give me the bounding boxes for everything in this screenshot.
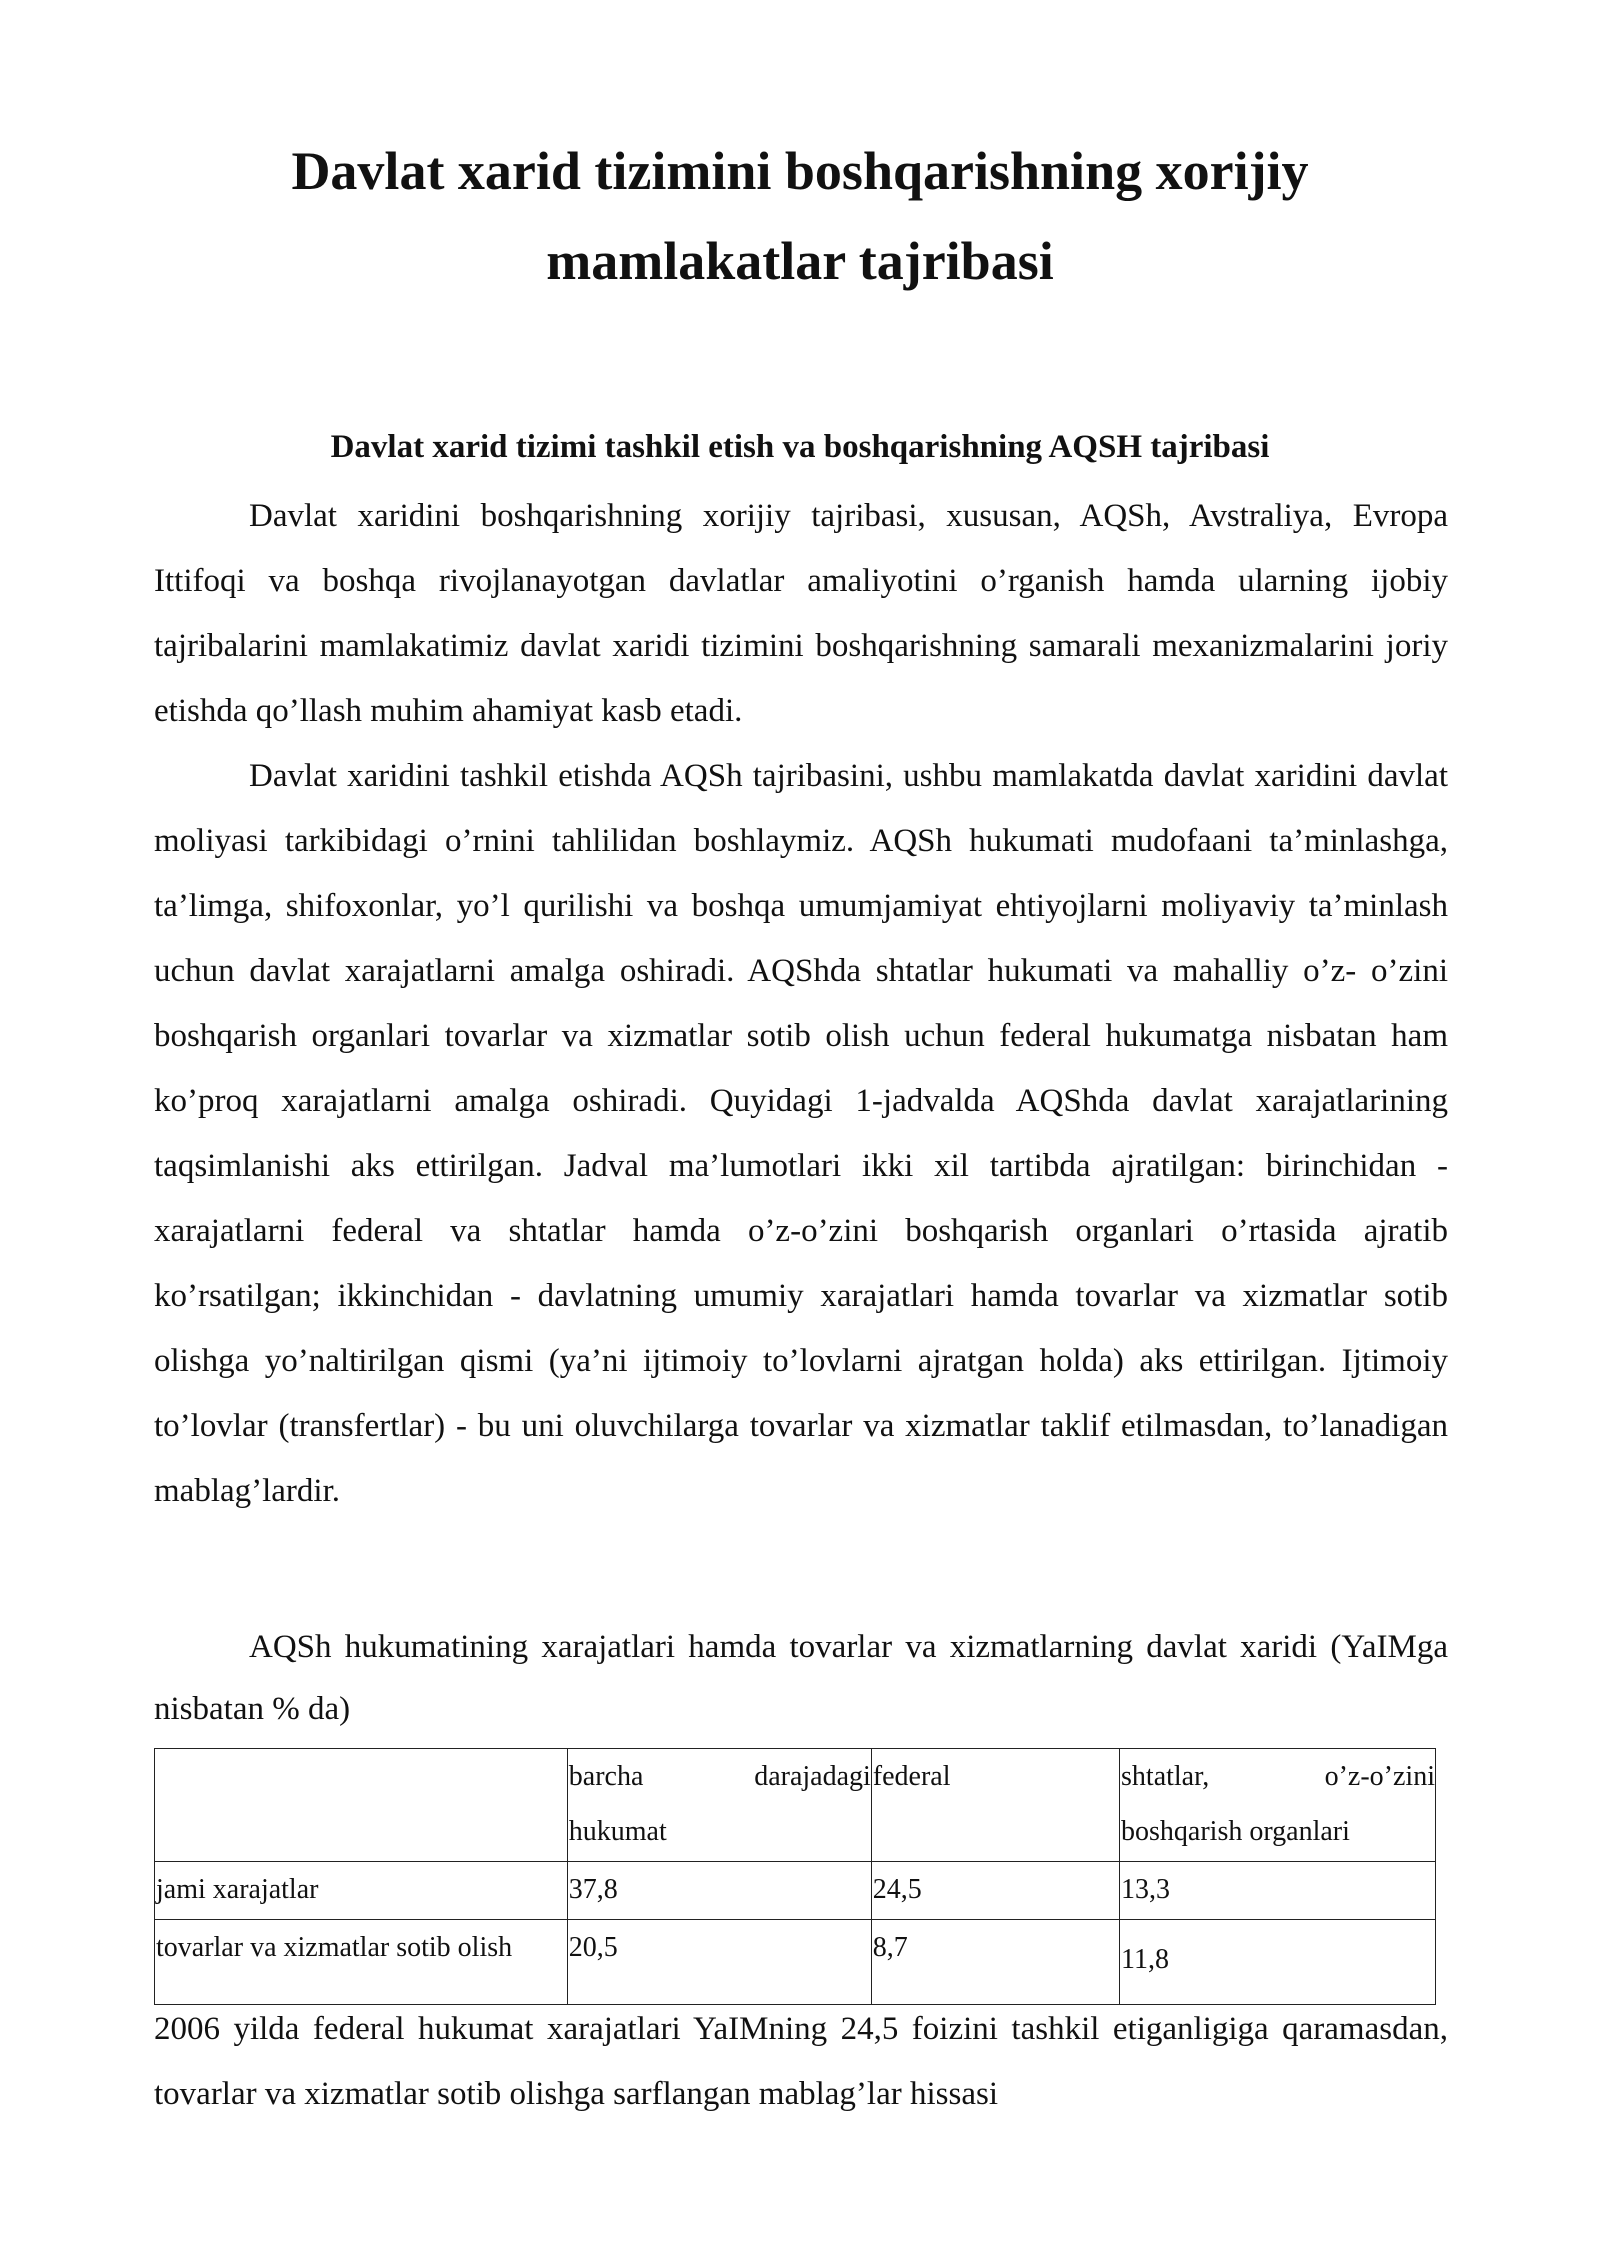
table-row-label: jami xarajatlar	[155, 1862, 568, 1920]
table-header-empty-cell	[155, 1749, 568, 1862]
title-line-1: Davlat xarid tizimini boshqarishning xorijiy	[291, 141, 1309, 201]
paragraph-1: Davlat xaridini boshqarishning xorijiy tajribasi, xususan, AQSh, Avstraliya, Evropa Ittifoqi va boshqa rivojlanayotgan davlatlar amaliyotini o’rganish hamda ularning ijobiy tajribalarini mamlakatimiz davlat xaridi tizimini boshqarishning samarali mexanizmalarini joriy etishda qo’llash muhim ahamiyat kasb etadi.	[154, 498, 1448, 729]
table-header-all-levels: barcha darajadagi hukumat	[567, 1749, 871, 1862]
expenditure-table	[154, 1748, 1436, 2005]
table-header-federal: federal	[871, 1749, 1119, 1862]
table-header-states: shtatlar, o’z-o’zini boshqarish organlari	[1120, 1749, 1436, 1862]
table-cell-all-levels: 20,5	[567, 1920, 871, 2005]
table-cell-states: 13,3	[1120, 1862, 1436, 1920]
table-caption: AQSh hukumatining xarajatlari hamda tovarlar va xizmatlarning davlat xaridi (YaIMga nisbatan % da)	[154, 1629, 1448, 1727]
table-cell-all-levels: 37,8	[567, 1862, 871, 1920]
paragraph-3: 2006 yilda federal hukumat xarajatlari YaIMning 24,5 foizini tashkil etiganligiga qaramasdan, tovarlar va xizmatlar sotib olishga sarflangan mablag’lar hissasi	[154, 2011, 1448, 2112]
table-cell-states: 11,8	[1120, 1920, 1436, 2005]
document-title	[150, 126, 1450, 306]
title-line-2: mamlakatlar tajribasi	[546, 231, 1054, 291]
section-subtitle: Davlat xarid tizimi tashkil etish va boshqarishning AQSH tajribasi	[330, 429, 1270, 465]
table-cell-federal: 8,7	[871, 1920, 1119, 2005]
table-row	[155, 1920, 1436, 2005]
table-cell-federal: 24,5	[871, 1862, 1119, 1920]
table-header-row	[155, 1749, 1436, 1862]
paragraph-2: Davlat xaridini tashkil etishda AQSh tajribasini, ushbu mamlakatda davlat xaridini davlat moliyasi tarkibidagi o’rnini tahlilidan boshlaymiz. AQSh hukumati mudofaani ta’minlashga, ta’limga, shifoxonlar, yo’l qurilishi va boshqa umumjamiyat ehtiyojlarni moliyaviy ta’minlash uchun davlat xarajatlarni amalga oshiradi. AQShda shtatlar hukumati va mahalliy o’z- o’zini boshqarish organlari tovarlar va xizmatlar sotib olish uchun federal hukumatga nisbatan ham ko’proq xarajatlarni amalga oshiradi. Quyidagi 1-jadvalda AQShda davlat xarajatlarining taqsimlanishi aks ettirilgan. Jadval ma’lumotlari ikki xil tartibda ajratilgan: birinchidan - xarajatlarni federal va shtatlar hamda o’z-o’zini boshqarish organlari o’rtasida ajratib ko’rsatilgan; ikkinchidan - davlatning umumiy xarajatlari hamda tovarlar va xizmatlar sotib olishga yo’naltirilgan qismi (ya’ni ijtimoiy to’lovlarni ajratgan holda) aks ettirilgan. Ijtimoiy to’lovlar (transfertlar) - bu uni oluvchilarga tovarlar va xizmatlar taklif etilmasdan, to’lanadigan mablag’lardir.	[154, 758, 1448, 1509]
table-row	[155, 1862, 1436, 1920]
table-row-label: tovarlar va xizmatlar sotib olish	[155, 1920, 568, 2005]
